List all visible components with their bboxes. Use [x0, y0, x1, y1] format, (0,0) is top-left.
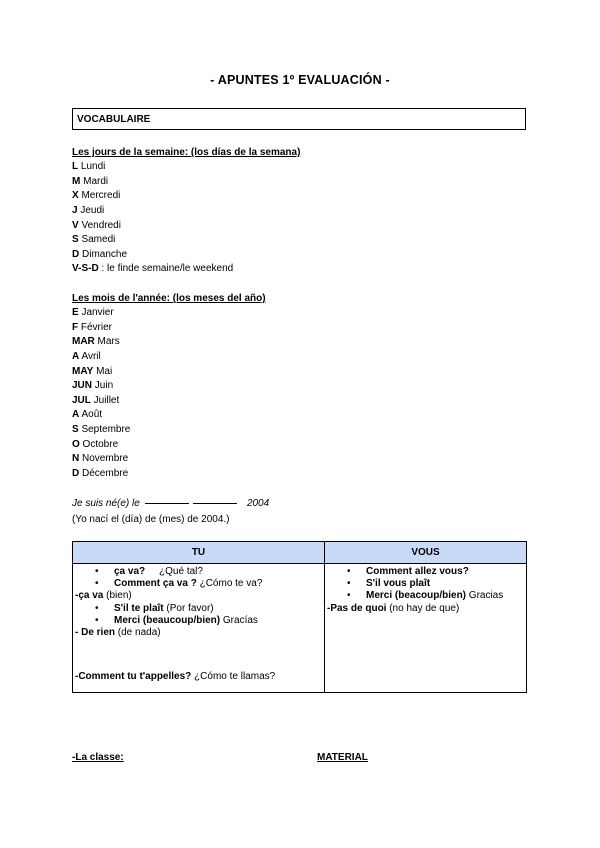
month-blank	[193, 503, 237, 504]
phrase-line	[325, 603, 526, 615]
item-abbr: D	[72, 468, 80, 480]
item-abbr: JUN	[72, 380, 93, 392]
item-abbr: F	[72, 321, 79, 333]
item-text: Mars	[94, 336, 120, 348]
birth-year: 2004	[246, 498, 270, 509]
birth-sentence	[72, 498, 269, 509]
item-text: Samedi	[78, 234, 116, 246]
item-abbr: JUL	[72, 394, 91, 406]
phrase-french: - De rien	[75, 626, 116, 638]
phrase-line	[73, 603, 324, 615]
list-item	[72, 219, 233, 234]
item-abbr: O	[72, 438, 80, 450]
phrase-line	[73, 566, 324, 578]
item-text: Janvier	[78, 307, 114, 318]
la-classe-heading: -La classe:	[72, 752, 124, 763]
page-title: - APUNTES 1º EVALUACIÓN -	[210, 73, 390, 87]
list-item	[72, 350, 130, 365]
phrase-french: Merci (beaucoup/bien)	[114, 614, 221, 626]
item-abbr: V	[72, 219, 79, 231]
birth-prefix: Je suis né(e) le	[72, 498, 140, 509]
phrase-line	[73, 671, 324, 683]
list-item	[72, 321, 130, 336]
birth-translation: (Yo nací el (día) de (mes) de 2004.)	[72, 514, 230, 525]
phrase-spanish: (no hay de que)	[386, 602, 460, 614]
item-abbr: D	[72, 248, 80, 260]
item-text: Août	[79, 409, 103, 421]
item-text: Lundi	[78, 161, 106, 172]
phrase-line	[73, 590, 324, 602]
phrase-line	[73, 578, 324, 590]
phrase-line	[73, 615, 324, 627]
phrase-french: -Pas de quoi	[327, 602, 387, 614]
list-item	[72, 408, 130, 423]
item-text: Février	[78, 321, 113, 333]
item-abbr: L	[72, 161, 79, 172]
item-abbr: M	[72, 175, 81, 187]
item-abbr: N	[72, 453, 80, 465]
item-abbr: A	[72, 350, 80, 362]
phrase-french: -ça va	[75, 590, 104, 602]
list-item	[72, 379, 130, 394]
item-text: Mai	[93, 365, 113, 377]
phrase-line	[325, 566, 526, 578]
item-abbr: S	[72, 424, 79, 436]
item-text: Vendredi	[78, 219, 121, 231]
phrase-french: S'il vous plaît	[366, 578, 431, 590]
item-abbr: X	[72, 190, 79, 202]
item-text: Dimanche	[79, 248, 128, 260]
item-text: Juin	[92, 380, 114, 392]
item-abbr: J	[72, 204, 78, 216]
phrase-spanish: ¿Qué tal?	[145, 566, 203, 577]
list-item	[72, 248, 233, 263]
months-list	[72, 306, 130, 482]
phrase-line	[73, 627, 324, 639]
phrase-french: ça va?	[114, 566, 146, 577]
list-item	[72, 189, 233, 204]
list-item	[72, 262, 233, 277]
vous-cell	[325, 564, 527, 693]
item-text: Octobre	[79, 438, 119, 450]
item-text: Mercredi	[78, 190, 121, 202]
item-text: Décembre	[79, 468, 129, 480]
phrase-spanish: (bien)	[103, 590, 132, 602]
phrase-spanish: Gracías	[220, 614, 258, 626]
item-text: Mardi	[80, 175, 109, 187]
phrase-spanish: (de nada)	[115, 626, 161, 638]
item-abbr: MAY	[72, 365, 94, 377]
list-item	[72, 233, 233, 248]
item-text: Septembre	[78, 424, 131, 436]
vocabulaire-box: VOCABULAIRE	[72, 108, 526, 130]
phrase-french: Comment allez vous?	[366, 566, 469, 577]
list-item	[72, 423, 130, 438]
tu-cell	[73, 564, 325, 693]
header-vous: VOUS	[325, 542, 527, 564]
days-heading: Les jours de la semaine: (los días de la semana)	[72, 147, 301, 158]
greetings-table	[72, 541, 527, 693]
item-text: Juillet	[90, 394, 120, 406]
material-heading: MATERIAL	[317, 752, 368, 763]
phrase-french: -Comment tu t'appelles?	[75, 671, 192, 683]
days-list	[72, 160, 233, 277]
list-item	[72, 438, 130, 453]
list-item	[72, 306, 130, 321]
list-item	[72, 335, 130, 350]
phrase-spanish: ¿Cómo te llamas?	[191, 671, 276, 683]
phrase-line	[73, 639, 324, 671]
item-text: Avril	[79, 350, 101, 362]
list-item	[72, 394, 130, 409]
list-item	[72, 160, 233, 175]
phrase-line	[325, 590, 526, 602]
list-item	[72, 175, 233, 190]
phrase-french: Comment ça va ?	[114, 578, 197, 590]
months-heading: Les mois de l'année: (los meses del año)	[72, 293, 266, 304]
item-abbr: MAR	[72, 336, 95, 348]
list-item	[72, 204, 233, 219]
header-tu: TU	[73, 542, 325, 564]
item-abbr: A	[72, 409, 80, 421]
item-text: Jeudi	[77, 204, 105, 216]
list-item	[72, 365, 130, 380]
phrase-spanish: (Por favor)	[163, 602, 214, 614]
item-abbr: S	[72, 234, 79, 246]
phrase-french: Merci (beacoup/bien)	[366, 590, 467, 602]
item-text: Novembre	[79, 453, 129, 465]
day-blank	[145, 503, 189, 504]
phrase-spanish: Gracias	[466, 590, 504, 602]
list-item	[72, 452, 130, 467]
phrase-spanish: ¿Cómo te va?	[196, 578, 263, 590]
list-item	[72, 467, 130, 482]
item-text: : le finde semaine/le weekend	[98, 263, 234, 275]
item-abbr: E	[72, 307, 79, 318]
phrase-french: S'il te plaît	[114, 602, 164, 614]
item-abbr: V-S-D	[72, 263, 99, 275]
phrase-line	[325, 578, 526, 590]
